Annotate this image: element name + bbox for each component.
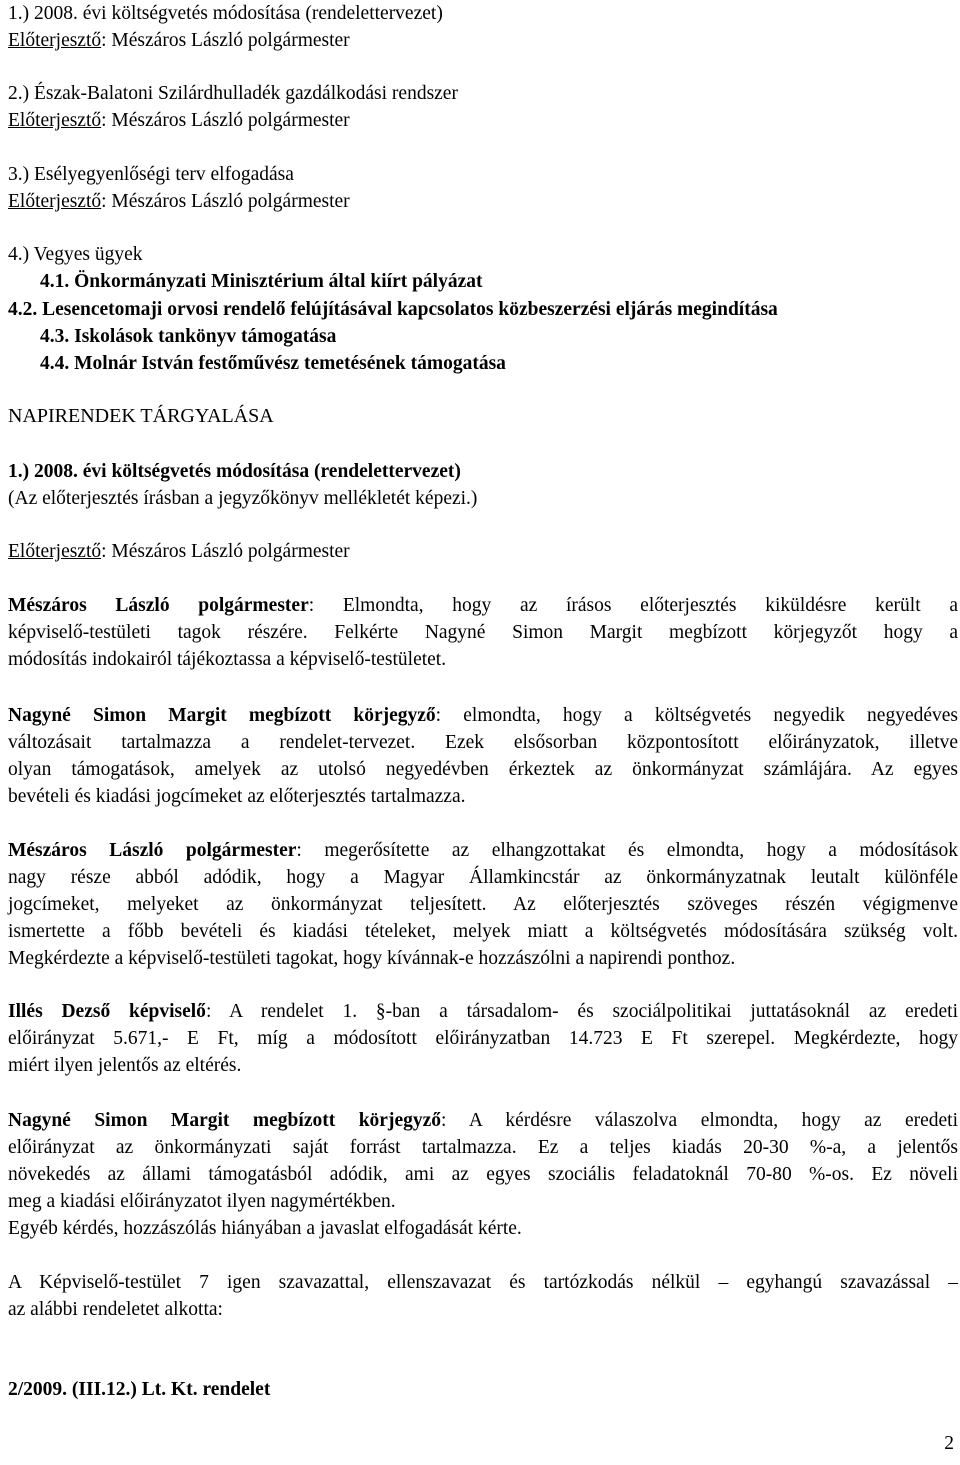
decree-title: 2/2009. (III.12.) Lt. Kt. rendelet <box>8 1379 271 1400</box>
presenter-name: : Mészáros László polgármester <box>101 191 350 212</box>
agenda-item-2-title: 2.) Észak-Balatoni Szilárdhulladék gazdálkodási rendszer <box>8 83 458 104</box>
paragraph-line: növekedés az állami támogatásból adódik, ami az egyes szociális feladatoknál 70-80 %-os. Ez növeli <box>8 1164 958 1185</box>
item1-note: (Az előterjesztés írásban a jegyzőkönyv mellékletét képezi.) <box>8 488 478 509</box>
agenda-subitem-4-4: 4.4. Molnár István festőművész temetésének támogatása <box>40 353 506 374</box>
minutes-paragraph <box>8 592 958 673</box>
paragraph-line: előirányzat az önkormányzati saját forrást tartalmazza. Ez a teljes kiadás 20-30 %-a, a jelentős <box>8 1137 958 1158</box>
vote-paragraph <box>8 1269 958 1323</box>
paragraph-line: változásait tartalmazza a rendelet-tervezet. Ezek elsősorban központosított előirányzatok, illetve <box>8 732 958 753</box>
paragraph-line: nagy része abból adódik, hogy a Magyar Államkincstár az önkormányzatnak leutalt különféle <box>8 867 958 888</box>
paragraph-line: Egyéb kérdés, hozzászólás hiányában a javaslat elfogadását kérte. <box>8 1218 522 1239</box>
presenter-label: Előterjesztő <box>8 541 102 562</box>
presenter-name: : Mészáros László polgármester <box>101 30 350 51</box>
minutes-paragraph <box>8 1107 958 1242</box>
paragraph-line: képviselő-testületi tagok részére. Felkérte Nagyné Simon Margit megbízott körjegyzőt hogy a <box>8 622 958 643</box>
paragraph-line: bevételi és kiadási jogcímeket az előterjesztés tartalmazza. <box>8 786 466 807</box>
agenda-item-1-presenter <box>8 27 350 54</box>
presenter-name: : Mészáros László polgármester <box>101 110 350 131</box>
paragraph-line: az alábbi rendeletet alkotta: <box>8 1299 223 1320</box>
paragraph-line: Nagyné Simon Margit megbízott körjegyző: A kérdésre válaszolva elmondta, hogy az eredeti <box>8 1110 958 1131</box>
paragraph-line: olyan támogatások, amelyek az utolsó negyedévben érkeztek az önkormányzat számlájára. Az egyes <box>8 759 958 780</box>
paragraph-line: Mészáros László polgármester: megerősítette az elhangzottakat és elmondta, hogy a módosítások <box>8 840 959 861</box>
presenter-label: Előterjesztő <box>8 110 102 131</box>
speaker-name: Mészáros László polgármester <box>8 840 297 861</box>
paragraph-line: meg a kiadási előirányzatot ilyen nagymértékben. <box>8 1191 396 1212</box>
paragraph-line: jogcímeket, melyeket az önkormányzat teljesített. Az előterjesztés szöveges részén végigmenve <box>8 894 958 915</box>
paragraph-line: Megkérdezte a képviselő-testületi tagokat, hogy kívánnak-e hozzászólni a napirendi ponthoz. <box>8 948 736 969</box>
paragraph-line: Nagyné Simon Margit megbízott körjegyző: elmondta, hogy a költségvetés negyedik negyedéves <box>8 705 958 726</box>
presenter-label: Előterjesztő <box>8 30 102 51</box>
agenda-subitem-4-1: 4.1. Önkormányzati Minisztérium által kiírt pályázat <box>40 271 483 292</box>
speaker-name: Nagyné Simon Margit megbízott körjegyző <box>8 705 436 726</box>
agenda-item-2-presenter <box>8 107 350 134</box>
paragraph-line: módosítás indokairól tájékoztassa a képviselő-testületet. <box>8 649 447 670</box>
page-number: 2 <box>944 1433 954 1454</box>
item1-presenter <box>8 538 350 565</box>
paragraph-line: A Képviselő-testület 7 igen szavazattal, ellenszavazat és tartózkodás nélkül – egyhangú szavazással – <box>8 1272 958 1293</box>
paragraph-line: Illés Dezső képviselő: A rendelet 1. §-ban a társadalom- és szociálpolitikai juttatásoknál az eredeti <box>8 1001 958 1022</box>
speaker-name: Illés Dezső képviselő <box>8 1001 206 1022</box>
minutes-paragraph <box>8 702 958 810</box>
minutes-paragraph <box>8 998 958 1079</box>
minutes-paragraph <box>8 837 958 972</box>
section-heading: NAPIRENDEK TÁRGYALÁSA <box>8 405 274 427</box>
agenda-subitem-4-2: 4.2. Lesencetomaji orvosi rendelő felújításával kapcsolatos közbeszerzési eljárás megindítása <box>8 299 778 320</box>
paragraph-line: ismertette a főbb bevételi és kiadási tételeket, melyek miatt a költségvetés módosítására szükség volt. <box>8 921 958 942</box>
paragraph-line: Mészáros László polgármester: Elmondta, hogy az írásos előterjesztés kiküldésre került a <box>8 595 958 616</box>
presenter-label: Előterjesztő <box>8 191 102 212</box>
paragraph-line: miért ilyen jelentős az eltérés. <box>8 1055 242 1076</box>
agenda-item-1-title: 1.) 2008. évi költségvetés módosítása (rendelettervezet) <box>8 3 443 24</box>
agenda-item-4-title: 4.) Vegyes ügyek <box>8 244 143 265</box>
agenda-subitem-4-3: 4.3. Iskolások tankönyv támogatása <box>40 326 337 347</box>
agenda-item-3-presenter <box>8 188 350 215</box>
speaker-name: Mészáros László polgármester <box>8 595 309 616</box>
presenter-name: : Mészáros László polgármester <box>101 541 350 562</box>
item1-title: 1.) 2008. évi költségvetés módosítása (rendelettervezet) <box>8 461 461 482</box>
speaker-name: Nagyné Simon Margit megbízott körjegyző <box>8 1110 442 1131</box>
agenda-item-3-title: 3.) Esélyegyenlőségi terv elfogadása <box>8 164 294 185</box>
paragraph-line: előirányzat 5.671,- E Ft, míg a módosított előirányzatban 14.723 E Ft szerepel. Megkérdezte, hogy <box>8 1028 958 1049</box>
